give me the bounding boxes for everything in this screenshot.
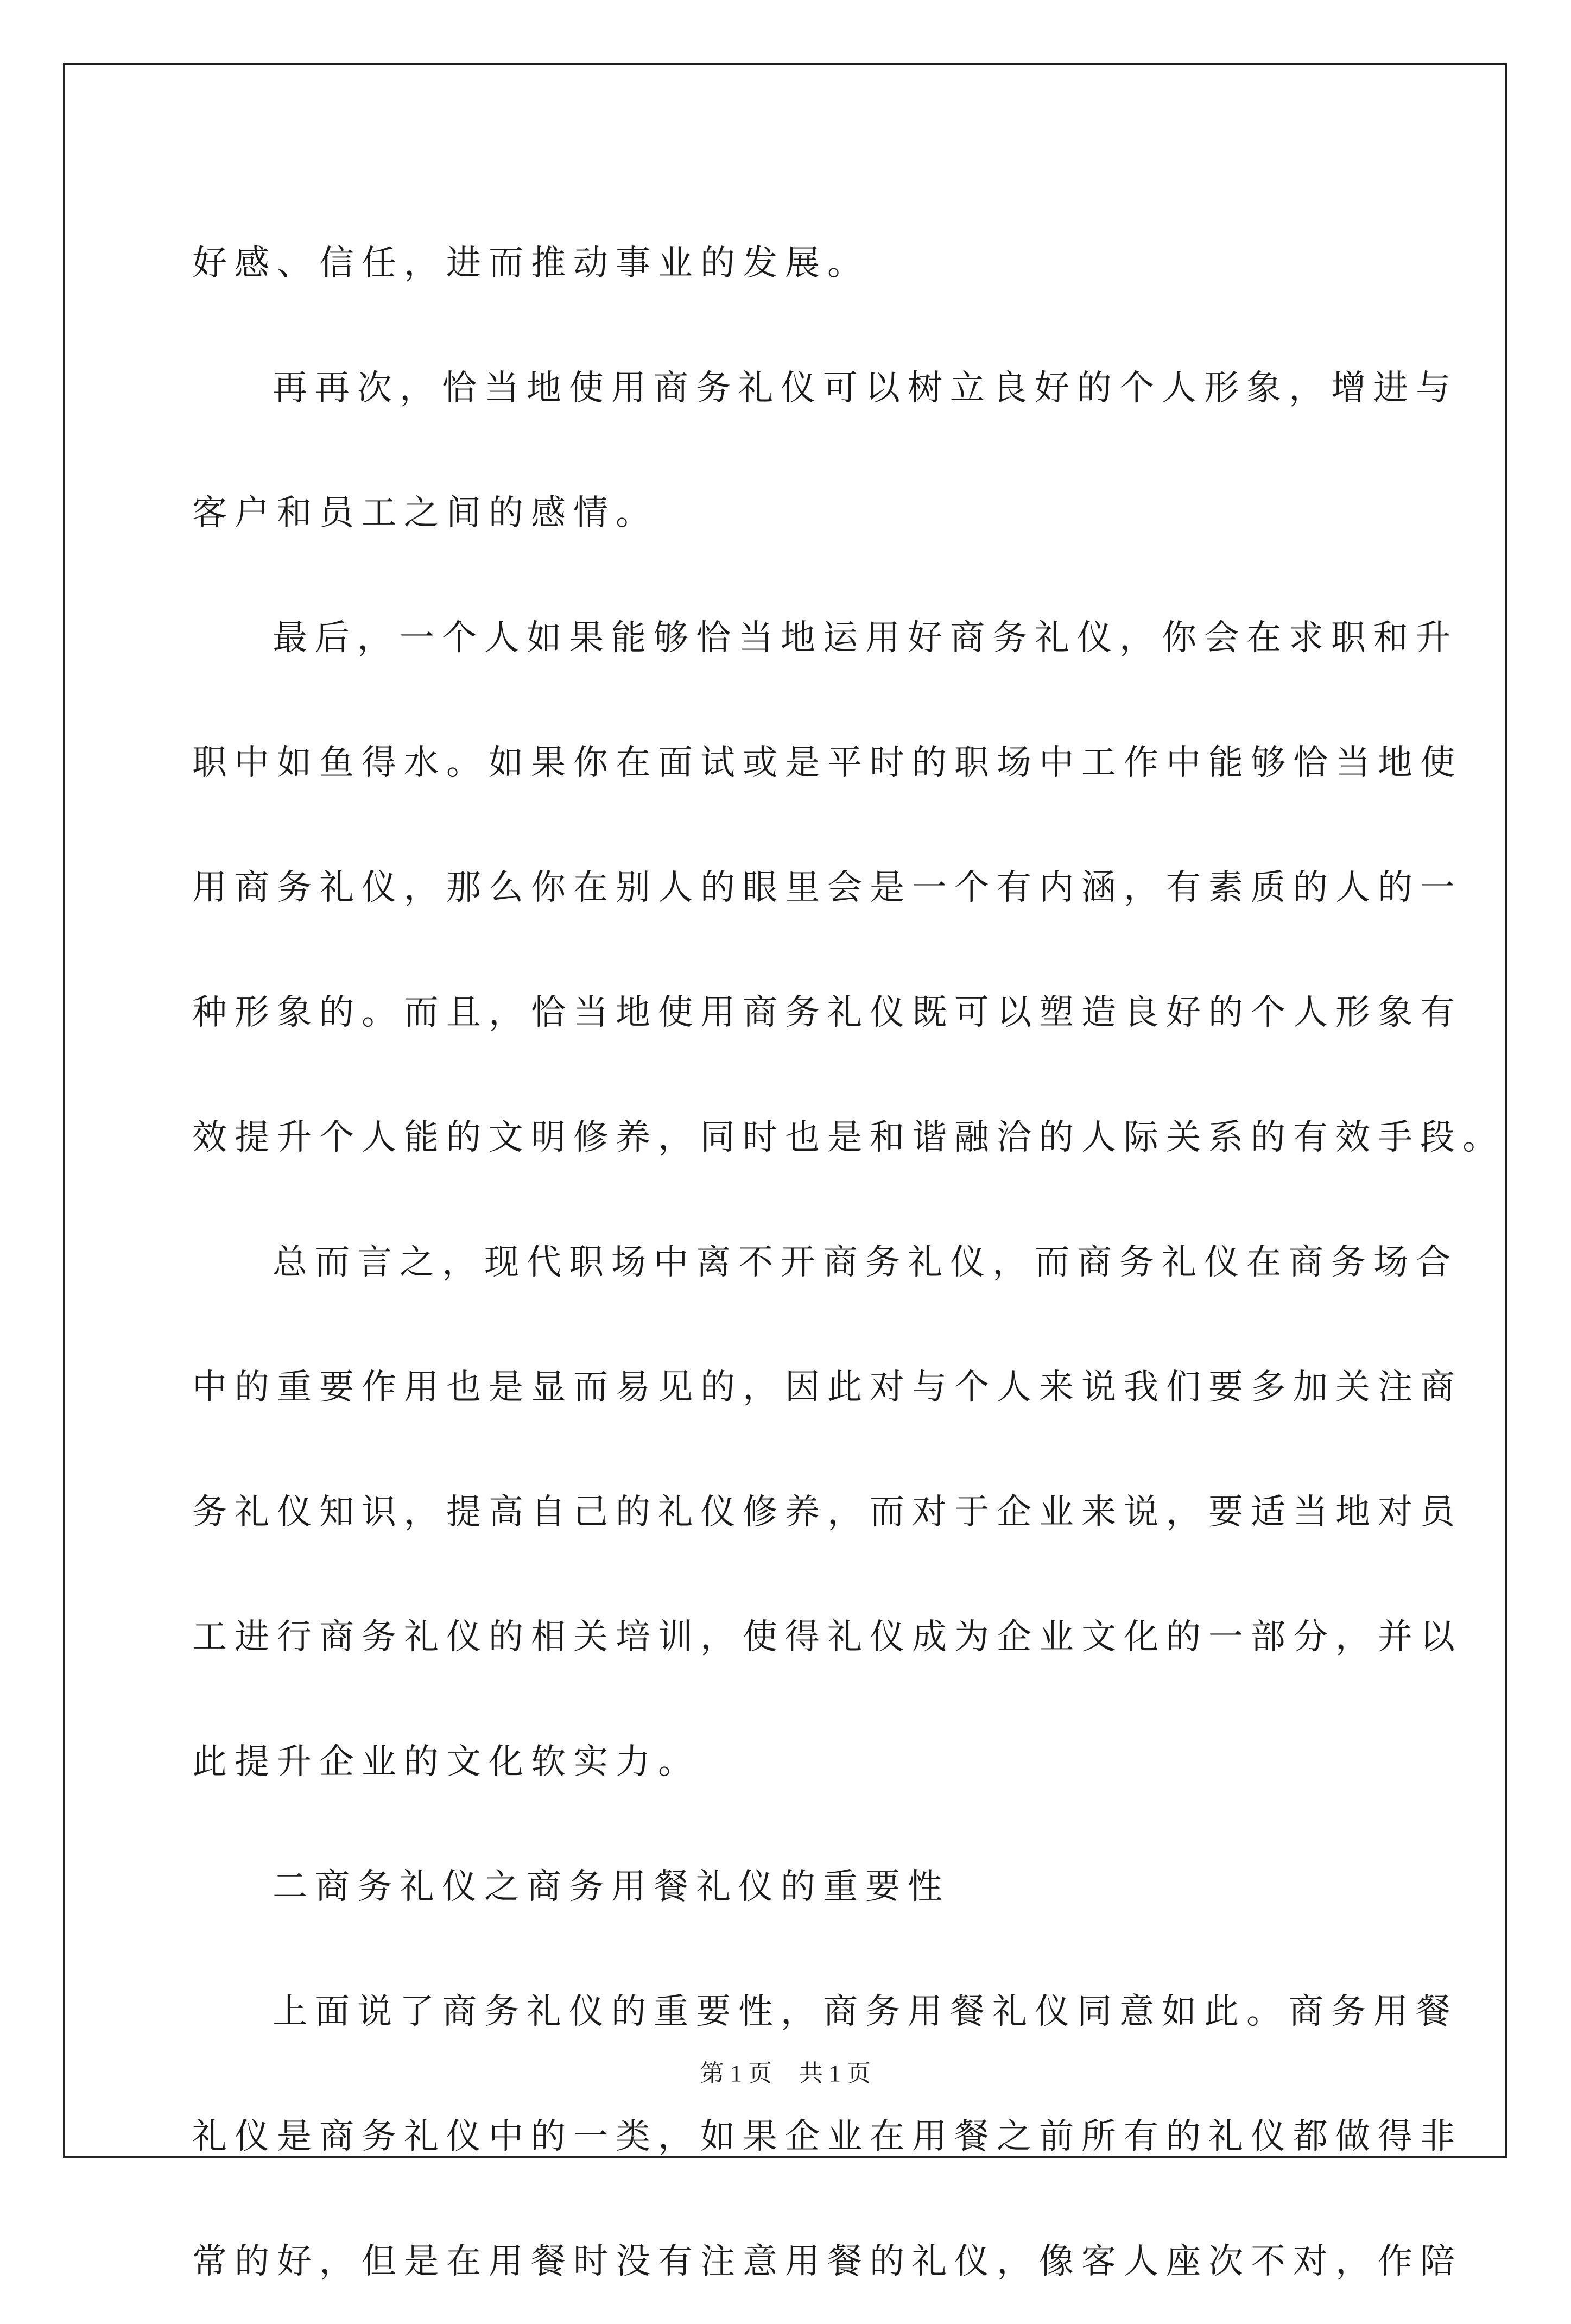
text-line: 中的重要作用也是显而易见的，因此对与个人来说我们要多加关注商 — [192, 1367, 1462, 1407]
text-line: 务礼仪知识，提高自己的礼仪修养，而对于企业来说，要适当地对员 — [192, 1492, 1462, 1532]
text-line: 礼仪是商务礼仪中的一类，如果企业在用餐之前所有的礼仪都做得非 — [192, 2117, 1462, 2157]
text-line: 上面说了商务礼仪的重要性，商务用餐礼仪同意如此。商务用餐 — [273, 1992, 1458, 2032]
text-line: 最后，一个人如果能够恰当地运用好商务礼仪，你会在求职和升 — [273, 618, 1458, 658]
text-line: 此提升企业的文化软实力。 — [192, 1742, 700, 1782]
text-line: 工进行商务礼仪的相关培训，使得礼仪成为企业文化的一部分，并以 — [192, 1617, 1462, 1657]
text-line: 用商务礼仪，那么你在别人的眼里会是一个有内涵，有素质的人的一 — [192, 868, 1462, 908]
page-total: 共 1 页 — [799, 2060, 871, 2087]
text-line: 总而言之，现代职场中离不开商务礼仪，而商务礼仪在商务场合 — [273, 1242, 1458, 1283]
text-line: 职中如鱼得水。如果你在面试或是平时的职场中工作中能够恰当地使 — [192, 743, 1462, 783]
page-number: 第 1 页 — [700, 2060, 772, 2087]
section-heading: 二商务礼仪之商务用餐礼仪的重要性 — [273, 1867, 950, 1907]
text-line: 种形象的。而且，恰当地使用商务礼仪既可以塑造良好的个人形象有 — [192, 993, 1462, 1033]
text-line: 再再次，恰当地使用商务礼仪可以树立良好的个人形象，增进与 — [273, 368, 1458, 408]
text-line: 常的好，但是在用餐时没有注意用餐的礼仪，像客人座次不对，作陪 — [192, 2241, 1462, 2282]
text-line: 效提升个人能的文明修养，同时也是和谐融洽的人际关系的有效手段。 — [192, 1117, 1505, 1158]
document-body — [192, 201, 1505, 2324]
text-line: 客户和员工之间的感情。 — [192, 493, 658, 533]
page-footer — [0, 2054, 1571, 2088]
text-line: 好感、信任，进而推动事业的发展。 — [192, 243, 870, 283]
